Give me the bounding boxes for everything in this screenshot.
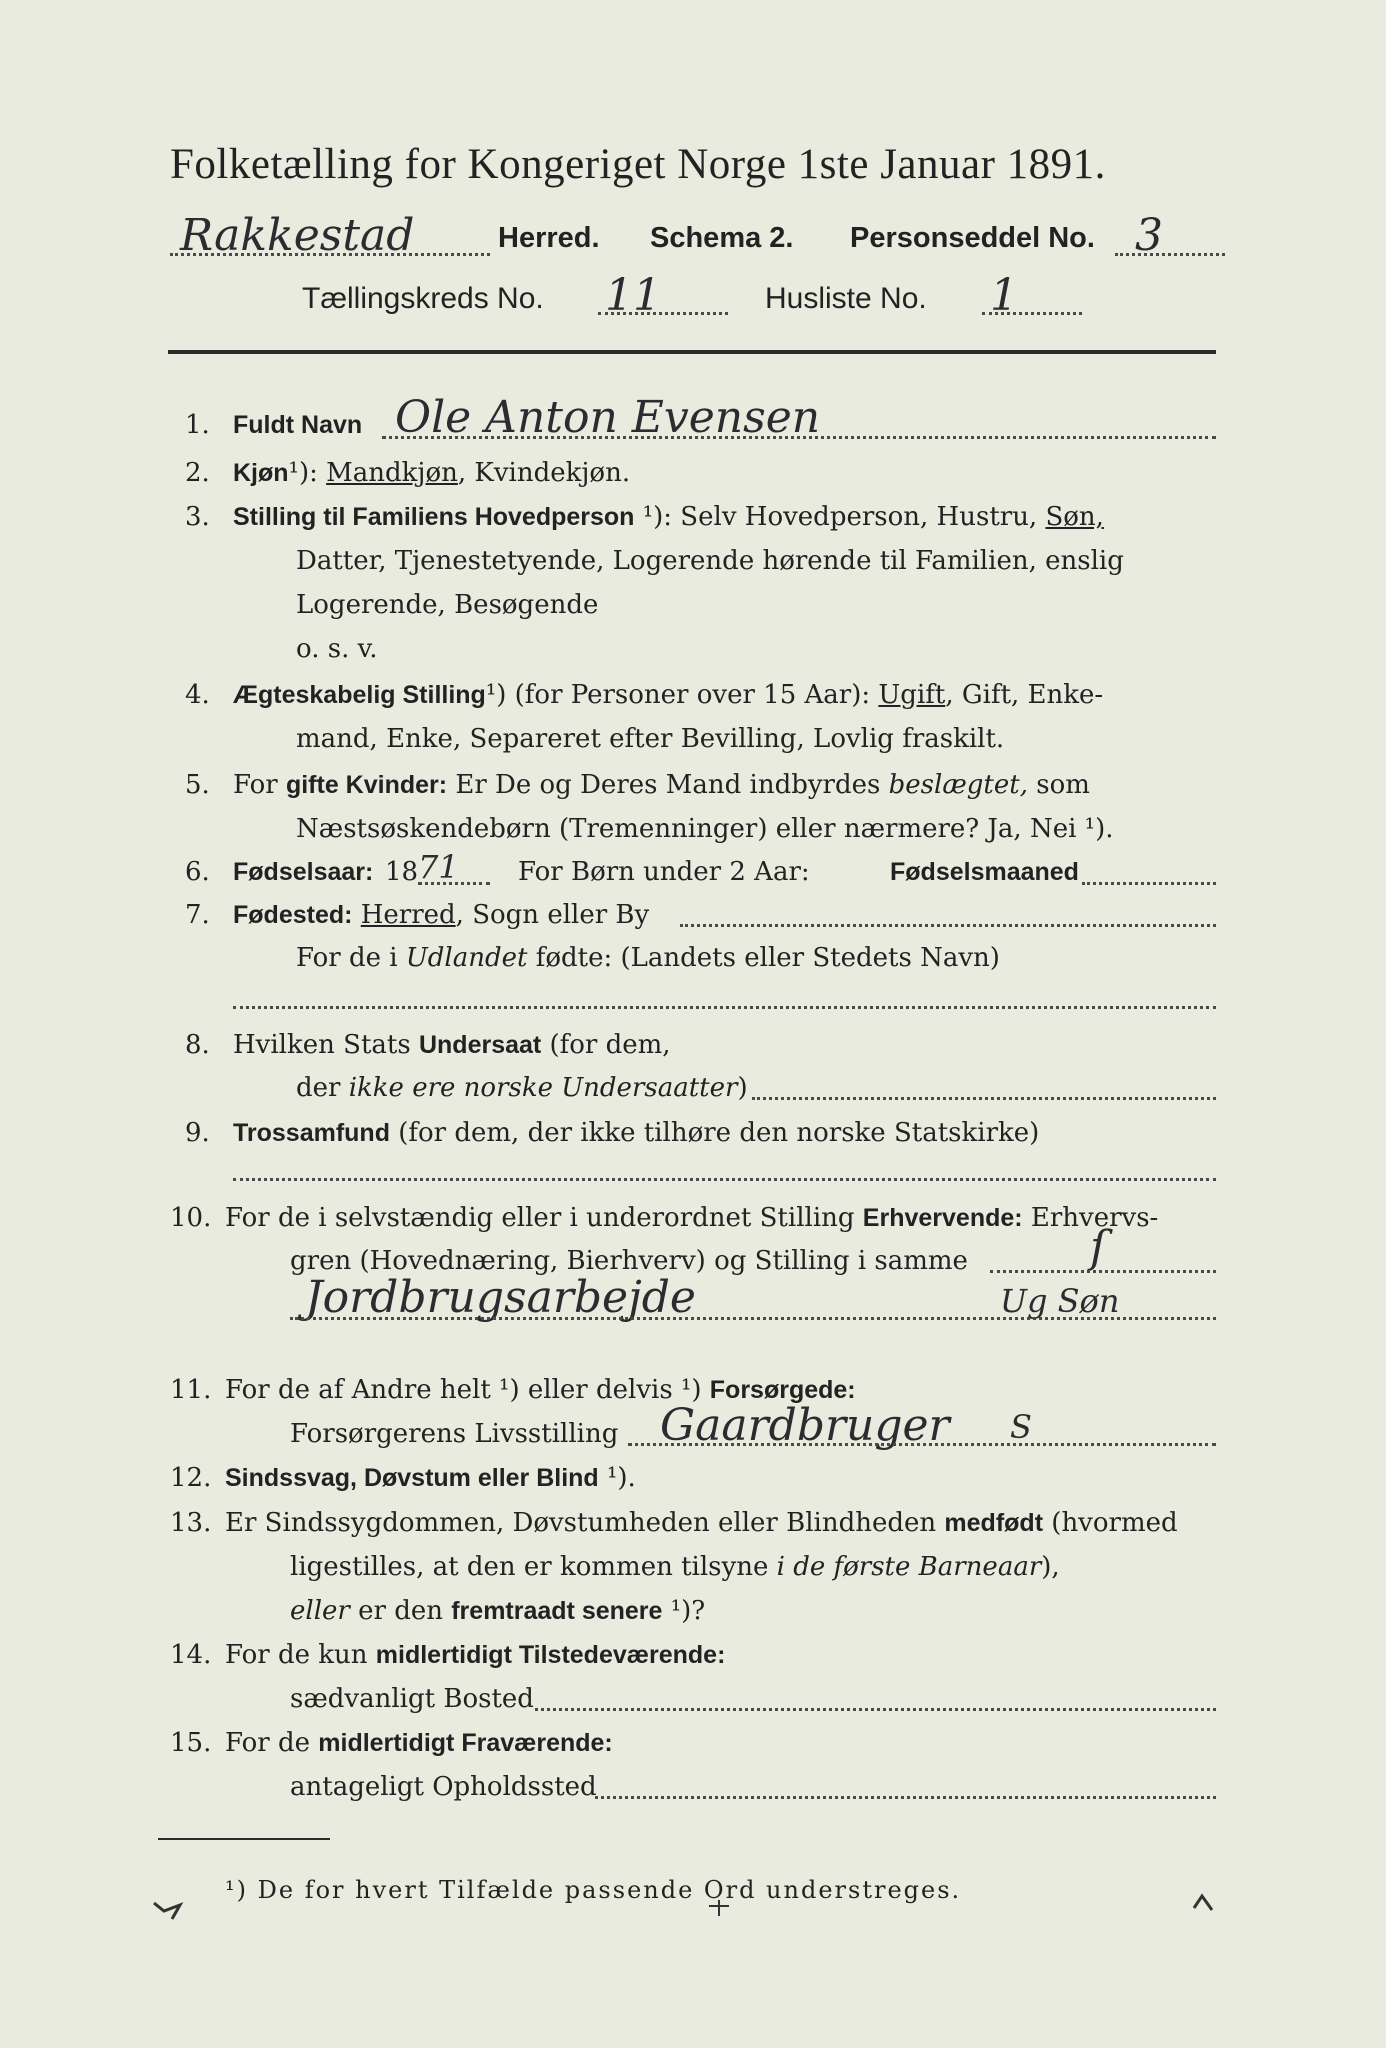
q8-label: Undersaat (418, 1031, 542, 1059)
q13-label2: fremtraadt senere (451, 1597, 663, 1625)
q5-text2: Næstsøskendebørn (Tremenninger) eller nærmere? Ja, Nei ¹). (296, 814, 1114, 844)
q7-dotted-line (680, 924, 1216, 927)
q10-line1 (225, 1203, 1158, 1233)
q15-text2: antageligt Opholdssted (290, 1772, 597, 1802)
q13-text1a: Er Sindssygdommen, Døvstumheden eller Blindheden (225, 1508, 937, 1538)
q12-number: 12. (170, 1463, 212, 1493)
q2-number: 2. (185, 458, 210, 488)
q15-dotted-line (595, 1796, 1216, 1799)
q6-answer-year: 71 (418, 848, 459, 886)
q11-answer-mark: S (1010, 1408, 1032, 1446)
q10-mark: ſ (1090, 1222, 1107, 1273)
personseddel-dotted-line (1115, 253, 1225, 256)
husliste-dotted-line (982, 312, 1082, 315)
q14-number: 14. (170, 1640, 212, 1670)
q7-dotted-line2 (233, 1006, 1216, 1009)
q4-text1: ¹) (for Personer over 15 Aar): (485, 680, 871, 710)
q8-line2 (296, 1073, 748, 1103)
q4-text2: mand, Enke, Separeret efter Bevilling, Lovlig fraskilt. (296, 724, 1005, 754)
q9-text: (for dem, der ikke tilhøre den norske Statskirke) (398, 1118, 1040, 1148)
q2-rest: , Kvindekjøn. (457, 458, 631, 488)
q8-number: 8. (185, 1030, 210, 1060)
q3-text4: o. s. v. (296, 634, 378, 664)
q3-label: Stilling til Familiens Hovedperson (233, 503, 635, 531)
q9-line1 (233, 1118, 1039, 1148)
q10-dotted-line (990, 1270, 1216, 1273)
q10-dotted-line2 (290, 1317, 1216, 1320)
q11-text1a: For de af Andre helt ¹) eller delvis ¹) (225, 1375, 702, 1405)
q14-label: midlertidigt Tilstedeværende: (375, 1641, 726, 1669)
q7-option-herred: Herred (360, 900, 456, 930)
q4-line1 (233, 680, 1103, 710)
q7-line1 (233, 900, 649, 930)
q8-text2b: ) (737, 1073, 748, 1103)
q14-line1 (225, 1640, 725, 1670)
q5-pre: For (233, 770, 278, 800)
q3-line1 (233, 502, 1104, 532)
q5-italic: beslægtet, (888, 770, 1028, 800)
q13-text1b: (hvormed (1051, 1508, 1178, 1538)
q11-dotted-line (628, 1443, 1216, 1446)
q13-text2a: ligestilles, at den er kommen tilsyne (290, 1552, 769, 1582)
q14-dotted-line (535, 1708, 1216, 1711)
q5-number: 5. (185, 770, 210, 800)
q11-text2: Forsørgerens Livsstilling (290, 1419, 619, 1449)
herred-dotted-line (170, 253, 490, 256)
q11-label: Forsørgede: (709, 1376, 856, 1404)
form-title: Folketælling for Kongeriget Norge 1ste Januar 1891. (170, 141, 1106, 188)
q3-option-son: Søn, (1045, 502, 1104, 532)
q13-italic2: eller (290, 1596, 350, 1626)
q13-line1 (225, 1508, 1178, 1538)
q12-sup: ¹). (606, 1463, 636, 1493)
herred-label: Herred. (498, 222, 600, 254)
q6-text: For Børn under 2 Aar: (518, 857, 810, 887)
q10-text2: gren (Hovednæring, Bierhverv) og Stilling i samme (290, 1246, 968, 1276)
q8-text1a: Hvilken Stats (233, 1030, 411, 1060)
q7-label: Fødested: (233, 901, 353, 929)
q4-text1b: , Gift, Enke- (945, 680, 1104, 710)
q3-text2: Datter, Tjenestetyende, Logerende hørende til Familien, enslig (296, 546, 1124, 576)
q13-text3a: er den (358, 1596, 443, 1626)
q10-answer-relation: Ug Søn (1000, 1282, 1120, 1320)
ink-mark-right (1190, 1890, 1220, 1920)
q6-label: Fødselsaar: (233, 858, 374, 886)
q2-sup: ¹): (288, 458, 318, 488)
q1-dotted-line (382, 436, 1216, 439)
q6-dotted-line (418, 882, 490, 885)
q6-number: 6. (185, 857, 210, 887)
q15-text1a: For de (225, 1728, 310, 1758)
husliste-label: Husliste No. (765, 282, 927, 315)
footnote-rule (158, 1838, 330, 1840)
q9-dotted-line (233, 1178, 1216, 1181)
q10-number: 10. (170, 1203, 212, 1233)
kreds-label: Tællingskreds No. (302, 282, 544, 315)
q13-number: 13. (170, 1508, 212, 1538)
q15-label: midlertidigt Fraværende: (318, 1729, 613, 1757)
personseddel-number: 3 (1135, 210, 1163, 261)
footnote: ¹) De for hvert Tilfælde passende Ord understreges. (225, 1876, 962, 1904)
q1-answer-name: Ole Anton Evensen (395, 392, 821, 443)
personseddel-label: Personseddel No. (850, 222, 1095, 254)
ink-mark-left (150, 1895, 190, 1925)
q7-line2 (296, 943, 1000, 973)
ink-mark-center (705, 1896, 735, 1920)
q5-label: gifte Kvinder: (285, 771, 448, 799)
q6-label2: Fødselsmaaned (890, 858, 1079, 886)
q10-text1a: For de i selvstændig eller i underordnet Stilling (225, 1203, 855, 1233)
q5-text1b: som (1036, 770, 1090, 800)
header-rule (168, 350, 1216, 354)
q11-number: 11. (170, 1375, 212, 1405)
q3-text1: ¹): Selv Hovedperson, Hustru, (642, 502, 1038, 532)
q8-dotted-line (752, 1097, 1216, 1100)
q14-text2: sædvanligt Bosted (290, 1684, 534, 1714)
q11-answer-livsstilling: Gaardbruger (660, 1400, 950, 1451)
q7-text2b: fødte: (Landets eller Stedets Navn) (535, 943, 1000, 973)
q4-option-ugift: Ugift (878, 680, 946, 710)
q10-label: Erhvervende: (862, 1204, 1023, 1232)
q7-italic: Udlandet (405, 943, 528, 973)
q1-number: 1. (185, 410, 210, 440)
q6-dotted-line2 (1082, 882, 1216, 885)
q8-text2a: der (296, 1073, 341, 1103)
q15-line1 (225, 1728, 613, 1758)
q15-number: 15. (170, 1728, 212, 1758)
q7-text: , Sogn eller By (455, 900, 650, 930)
husliste-number: 1 (990, 270, 1018, 321)
q13-text2b: ), (1041, 1552, 1060, 1582)
q4-number: 4. (185, 680, 210, 710)
q13-italic: i de første Barneaar (776, 1552, 1042, 1582)
q14-text1a: For de kun (225, 1640, 368, 1670)
q1-label: Fuldt Navn (233, 411, 363, 439)
kreds-number: 11 (605, 270, 661, 321)
q3-number: 3. (185, 502, 210, 532)
q13-label: medfødt (944, 1509, 1044, 1537)
q9-number: 9. (185, 1118, 210, 1148)
q2-option-mandkjon: Mandkjøn (326, 458, 458, 488)
q7-number: 7. (185, 900, 210, 930)
q12-line1 (225, 1463, 636, 1493)
q10-answer-occupation: Jordbrugsarbejde (305, 1272, 696, 1323)
q4-label: Ægteskabelig Stilling (233, 681, 486, 709)
q8-line1 (233, 1030, 671, 1060)
herred-name: Rakkestad (180, 210, 415, 261)
q5-line1 (233, 770, 1090, 800)
q2-line (233, 458, 630, 488)
q2-label: Kjøn (233, 459, 289, 487)
q10-text1b: Erhvervs- (1030, 1203, 1159, 1233)
q6-prefix: 18 (385, 857, 419, 887)
q8-text1b: (for dem, (549, 1030, 671, 1060)
q3-text3: Logerende, Besøgende (296, 590, 599, 620)
kreds-dotted-line (598, 312, 728, 315)
q9-label: Trossamfund (233, 1119, 390, 1147)
q5-text1: Er De og Deres Mand indbyrdes (455, 770, 881, 800)
q12-label: Sindssvag, Døvstum eller Blind (225, 1464, 599, 1492)
q13-line2 (290, 1552, 1060, 1582)
schema-label: Schema 2. (650, 222, 794, 254)
q8-italic: ikke ere norske Undersaatter (348, 1073, 738, 1103)
q13-text3b: ¹)? (670, 1596, 706, 1626)
q13-line3 (290, 1596, 705, 1626)
q7-text2a: For de i (296, 943, 398, 973)
